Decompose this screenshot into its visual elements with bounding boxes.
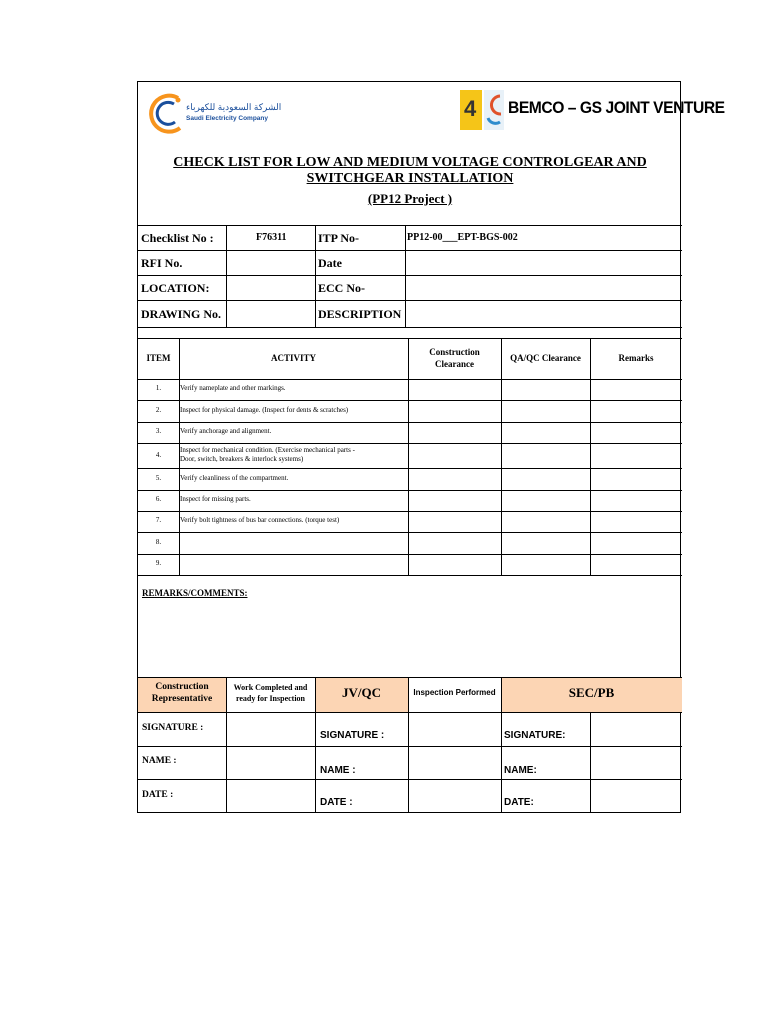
- qaqc-clearance-header: QA/QC Clearance: [510, 353, 581, 363]
- drawing-no-label: DRAWING No.: [141, 307, 222, 321]
- row-item-number: 5.: [155, 474, 162, 482]
- row-item-number: 8.: [155, 538, 162, 546]
- location-label: LOCATION:: [141, 281, 210, 295]
- remarks-header: Remarks: [618, 353, 654, 363]
- secpb-header: SEC/PB: [568, 685, 615, 700]
- construction-clearance-header-1: Construction: [429, 347, 480, 357]
- sec-arabic-name: الشركة السعودية للكهرباء: [186, 102, 282, 112]
- sec-english-name: Saudi Electricity Company: [186, 115, 268, 122]
- row-activity: Verify bolt tightness of bus bar connections. (torque test): [180, 516, 340, 524]
- checklist-no-value: F76311: [256, 232, 287, 243]
- remarks-comments-label: REMARKS/COMMENTS:: [142, 588, 248, 598]
- jvqc-signature-label: SIGNATURE :: [320, 730, 385, 741]
- sec-logo-mark-icon: [148, 92, 188, 136]
- rfi-no-label: RFI No.: [141, 256, 183, 270]
- work-completed-line-1: Work Completed and: [233, 683, 308, 692]
- secpb-name-label: NAME:: [504, 765, 537, 776]
- row-item-number: 7.: [155, 516, 162, 524]
- secpb-signature-label: SIGNATURE:: [504, 730, 566, 741]
- gs-logo-mark-icon: [484, 90, 504, 130]
- row-activity-line-2: Door, switch, breakers & interlock systems): [180, 455, 304, 463]
- left-date-label: DATE :: [142, 790, 174, 800]
- left-name-label: NAME :: [142, 756, 177, 766]
- row-item-number: 1.: [155, 384, 162, 392]
- inspection-performed-header: Inspection Performed: [413, 688, 496, 697]
- row-activity: Inspect for physical damage. (Inspect for dents & scratches): [180, 406, 349, 414]
- jvqc-name-label: NAME :: [320, 765, 356, 776]
- bemco-logo-mark-icon: 4: [460, 90, 482, 130]
- jvqc-date-label: DATE :: [320, 797, 353, 808]
- row-item-number: 3.: [155, 427, 162, 435]
- form-title-line-2: SWITCHGEAR INSTALLATION: [306, 171, 514, 186]
- description-label: DESCRIPTION: [318, 307, 402, 321]
- form-title-line-1: CHECK LIST FOR LOW AND MEDIUM VOLTAGE CONTROLGEAR AND: [173, 155, 647, 170]
- row-activity: Verify nameplate and other markings.: [180, 384, 286, 392]
- row-activity: Verify anchorage and alignment.: [180, 427, 272, 435]
- row-item-number: 2.: [155, 406, 162, 414]
- row-item-number: 9.: [155, 559, 162, 567]
- checklist-form: [137, 81, 725, 813]
- row-activity: Verify cleanliness of the compartment.: [180, 474, 289, 482]
- work-completed-line-2: ready for Inspection: [235, 694, 306, 703]
- bemco-logo: [460, 88, 725, 134]
- construction-representative-line-1: Construction: [155, 682, 209, 692]
- activity-header: ACTIVITY: [270, 353, 316, 363]
- jvqc-header: JV/QC: [342, 685, 381, 700]
- item-header: ITEM: [146, 353, 171, 363]
- left-signature-label: SIGNATURE :: [142, 723, 204, 733]
- itp-no-label: ITP No-: [318, 231, 360, 245]
- construction-clearance-header-2: Clearance: [435, 359, 474, 369]
- construction-representative-line-2: Representative: [151, 694, 213, 704]
- project-name: (PP12 Project ): [367, 191, 453, 206]
- row-item-number: 4.: [155, 451, 162, 459]
- secpb-date-label: DATE:: [504, 797, 534, 808]
- sec-logo: [148, 90, 282, 142]
- ecc-no-label: ECC No-: [318, 281, 365, 295]
- bemco-logo-text: BEMCO – GS JOINT VENTURE: [508, 98, 725, 117]
- date-label: Date: [318, 256, 342, 270]
- row-activity: Inspect for missing parts.: [180, 495, 251, 503]
- itp-no-value: PP12-00___EPT-BGS-002: [407, 232, 518, 243]
- checklist-no-label: Checklist No :: [141, 231, 214, 245]
- row-item-number: 6.: [155, 495, 162, 503]
- row-activity: Inspect for mechanical condition. (Exercise mechanical parts -: [180, 446, 355, 454]
